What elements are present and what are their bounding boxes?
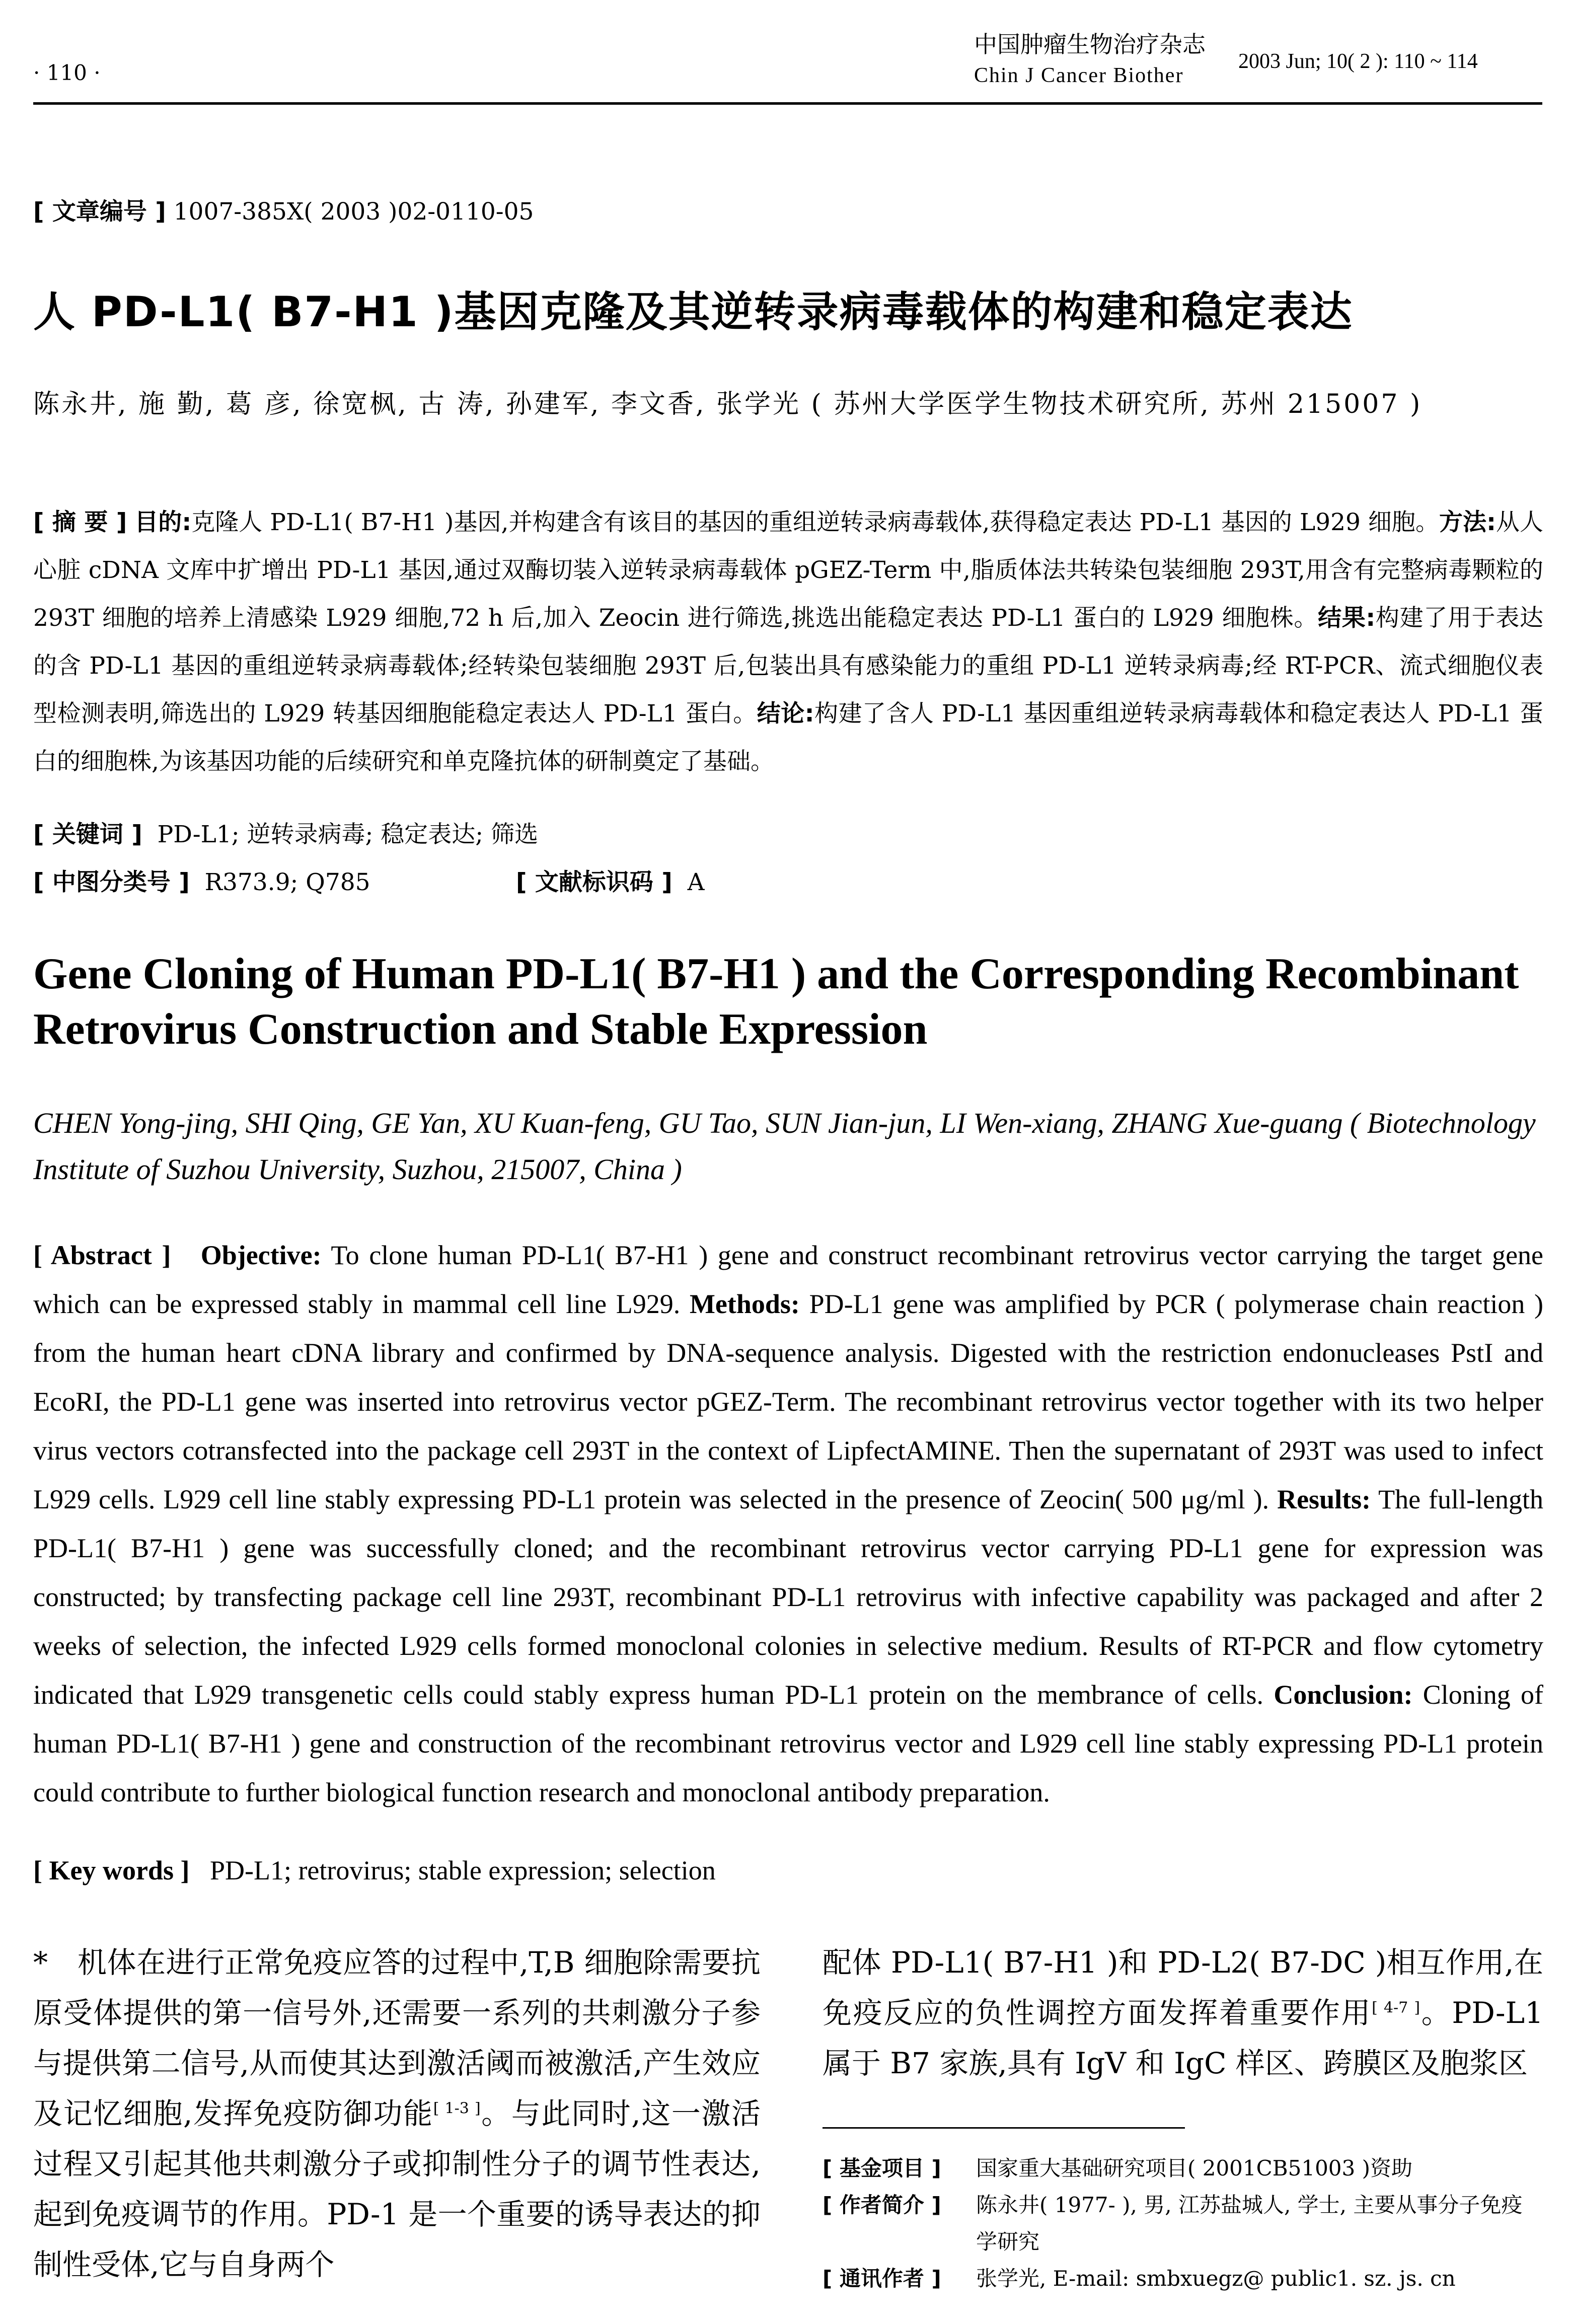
- cn-abstract: [33, 498, 1543, 785]
- cn-docmark-label: [ 文献标识码 ]: [516, 868, 672, 896]
- body-right-text-a: 配体 PD-L1( B7-H1 )和 PD-L2( B7-DC )相互作用,在免疫反应的负性调控方面发挥着重要作用: [822, 1945, 1543, 2030]
- footnote-author-bio: [822, 2187, 1543, 2260]
- en-title: Gene Cloning of Human PD-L1( B7-H1 ) and the Corresponding Recombinant Retrovirus Construction and Stable Expression: [33, 950, 1519, 1054]
- header-rule: [33, 102, 1542, 105]
- journal-name-en: Chin J Cancer Biother: [974, 64, 1184, 87]
- footnote-text: 张学光, E-mail: smbxuegz@ public1. sz. js. cn: [976, 2266, 1456, 2291]
- footnote-label: [ 作者简介 ]: [822, 2193, 941, 2217]
- cn-methods-label: 方法:: [1439, 509, 1496, 536]
- footnote-text: 陈永井( 1977- ), 男, 江苏盐城人, 学士, 主要从事分子免疫学研究: [976, 2193, 1523, 2254]
- en-results-text: The full-length PD-L1( B7-H1 ) gene was successfully cloned; and the recombinant retrovirus vector carrying PD-L1 gene for expression was constructed; by transfecting package cell line 293T, recombinant PD-L1 retrovirus with infective capability was packaged and after 2 weeks of selection, the infected L929 cells formed monoclonal colonies in selective medium. Results of RT-PCR and flow cytometry indicated that L929 transgenetic cells could stably express human PD-L1 protein on the membrance of cells.: [33, 1484, 1543, 1710]
- en-results-label: Results:: [1277, 1484, 1371, 1514]
- body-right-text-b: 。PD-L1 属于 B7 家族,具有 IgV 和 IgC 样区、跨膜区及胞浆区: [822, 1996, 1543, 2080]
- en-conclusion-text: Cloning of human PD-L1( B7-H1 ) gene and construction of the recombinant retrovirus vector and L929 cell line stably expressing PD-L1 protein could contribute to further biological function research and monoclonal antibody preparation.: [33, 1680, 1544, 1807]
- journal-citation: 2003 Jun; 10( 2 ): 110 ~ 114: [1238, 50, 1478, 73]
- body-column-left: [33, 1937, 761, 2290]
- cn-keywords-value: PD-L1; 逆转录病毒; 稳定表达; 筛选: [157, 821, 539, 848]
- en-methods-text: PD-L1 gene was amplified by PCR ( polymerase chain reaction ) from the human heart cDNA library and confirmed by DNA-sequence analysis. Digested with the restriction endonucleases PstI and EcoRI, the PD-L1 gene was inserted into retrovirus vector pGEZ-Term. The recombinant retrovirus vector together with its two helper virus vectors cotransfected into the package cell 293T in the context of LipfectAMINE. Then the supernatant of 293T was used to infect L929 cells. L929 cell line stably expressing PD-L1 protein was selected in the presence of Zeocin( 500 μg/ml ).: [33, 1289, 1544, 1514]
- footnote-correspondence: [822, 2260, 1543, 2297]
- footnote-funding: [822, 2150, 1543, 2187]
- citation-ref: [ 4-7 ]: [1372, 1999, 1420, 2017]
- footnote-label: [ 基金项目 ]: [822, 2156, 941, 2181]
- cn-conclusion-label: 结论:: [757, 700, 814, 728]
- en-methods-label: Methods:: [689, 1289, 800, 1319]
- footnotes: [822, 2150, 1543, 2297]
- en-authors: CHEN Yong-jing, SHI Qing, GE Yan, XU Kuan-feng, GU Tao, SUN Jian-jun, LI Wen-xiang, ZHANG Xue-guang ( Biotechnology Institute of Suzhou University, Suzhou, 215007, China ): [33, 1107, 1536, 1186]
- cn-methods-text: 从人心脏 cDNA 文库中扩增出 PD-L1 基因,通过双酶切装入逆转录病毒载体 pGEZ-Term 中,脂质体法共转染包装细胞 293T,用含有完整病毒颗粒的 293T 细胞的培养上清感染 L929 细胞,72 h 后,加入 Zeocin 进行筛选,挑选出能稳定表达 PD-L1 蛋白的 L929 细胞株。: [33, 509, 1543, 632]
- en-abstract: [33, 1231, 1543, 1817]
- cn-classification: [33, 863, 370, 897]
- cn-title: 人 PD-L1( B7-H1 )基因克隆及其逆转录病毒载体的构建和稳定表达: [33, 287, 1353, 336]
- cn-keywords-label: [ 关键词 ]: [33, 821, 142, 848]
- cn-authors: 陈永井, 施 勤, 葛 彦, 徐宽枫, 古 涛, 孙建军, 李文香, 张学光 ( 苏州大学医学生物技术研究所, 苏州 215007 ): [33, 389, 1423, 419]
- cn-keywords: [33, 816, 538, 849]
- footnote-text: 国家重大基础研究项目( 2001CB51003 )资助: [976, 2156, 1412, 2181]
- article-id: [33, 193, 534, 227]
- cn-docmark-value: A: [687, 868, 705, 896]
- article-id-label: [ 文章编号 ]: [33, 198, 166, 226]
- cn-objective-label: 目的:: [134, 509, 192, 536]
- cn-class-value: R373.9; Q785: [204, 868, 370, 896]
- journal-name-cn: 中国肿瘤生物治疗杂志: [974, 31, 1206, 58]
- footnote-rule: [822, 2127, 1185, 2129]
- en-keywords-value: PD-L1; retrovirus; stable expression; selection: [209, 1855, 716, 1885]
- citation-ref: [ 1-3 ]: [433, 2099, 481, 2118]
- body-column-right: [822, 1937, 1543, 2088]
- en-objective-label: Objective:: [200, 1240, 322, 1270]
- body-left-text-a: * 机体在进行正常免疫应答的过程中,T,B 细胞除需要抗原受体提供的第一信号外,还需要一系列的共刺激分子参与提供第二信号,从而使其达到激活阈而被激活,产生效应及记忆细胞,发挥免疫防御功能: [33, 1945, 761, 2131]
- cn-abstract-label: [ 摘 要 ]: [33, 509, 127, 536]
- en-conclusion-label: Conclusion:: [1274, 1680, 1413, 1710]
- cn-conclusion-text: 构建了含人 PD-L1 基因重组逆转录病毒载体和稳定表达人 PD-L1 蛋白的细胞株,为该基因功能的后续研究和单克隆抗体的研制奠定了基础。: [33, 700, 1544, 775]
- en-abstract-label: [ Abstract ]: [33, 1240, 171, 1270]
- cn-results-label: 结果:: [1318, 604, 1376, 632]
- footnote-label: [ 通讯作者 ]: [822, 2266, 941, 2291]
- en-keywords-label: [ Key words ]: [33, 1855, 190, 1885]
- cn-objective-text: 克隆人 PD-L1( B7-H1 )基因,并构建含有该目的基因的重组逆转录病毒载体,获得稳定表达 PD-L1 基因的 L929 细胞。: [191, 509, 1440, 536]
- cn-results-text: 构建了用于表达的含 PD-L1 基因的重组逆转录病毒载体;经转染包装细胞 293T 后,包装出具有感染能力的重组 PD-L1 逆转录病毒;经 RT-PCR、流式细胞仪表型检测表明,筛选出的 L929 转基因细胞能稳定表达人 PD-L1 蛋白。: [33, 604, 1544, 728]
- cn-document-mark: [516, 863, 705, 897]
- en-keywords: [33, 1855, 716, 1886]
- en-objective-text: To clone human PD-L1( B7-H1 ) gene and construct recombinant retrovirus vector carrying the target gene which can be expressed stably in mammal cell line L929.: [33, 1240, 1544, 1319]
- body-left-text-b: 。与此同时,这一激活过程又引起其他共刺激分子或抑制性分子的调节性表达,起到免疫调节的作用。PD-1 是一个重要的诱导表达的抑制性受体,它与自身两个: [33, 2096, 761, 2282]
- article-id-value: 1007-385X( 2003 )02-0110-05: [173, 198, 534, 226]
- page-number: · 110 ·: [33, 60, 101, 85]
- cn-class-label: [ 中图分类号 ]: [33, 868, 190, 896]
